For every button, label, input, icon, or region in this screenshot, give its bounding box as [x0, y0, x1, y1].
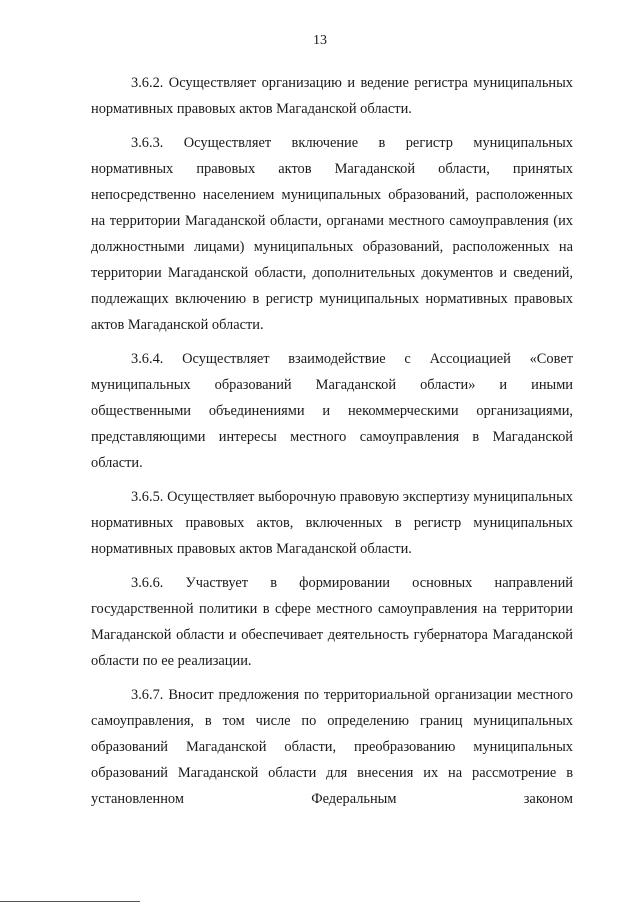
document-body — [91, 70, 573, 820]
page-number: 13 — [313, 33, 327, 48]
paragraph-3-6-7: 3.6.7. Вносит предложения по территориальной организации местного самоуправления, в том числе по определению границ муниципальных образований Магаданской области, преобразованию муниципальных образований Магаданской области для внесения их на рассмотрение в установленном Федеральным законом — [91, 687, 573, 807]
paragraph-3-6-3: 3.6.3. Осуществляет включение в регистр муниципальных нормативных правовых актов Магаданской области, принятых непосредственно населением муниципальных образований, расположенных на территории Магаданской области, органами местного самоуправления (их должностными лицами) муниципальных образований, расположенных на территории Магаданской области, дополнительных документов и сведений, подлежащих включению в регистр муниципальных нормативных правовых актов Магаданской области. — [91, 135, 573, 333]
paragraph-3-6-5: 3.6.5. Осуществляет выборочную правовую экспертизу муниципальных нормативных правовых актов, включенных в регистр муниципальных нормативных правовых актов Магаданской области. — [91, 489, 573, 557]
paragraph-3-6-4: 3.6.4. Осуществляет взаимодействие с Ассоциацией «Совет муниципальных образований Магаданской области» и иными общественными объединениями и некоммерческими организациями, представляющими интересы местного самоуправления в Магаданской области. — [91, 351, 573, 471]
paragraph-3-6-6: 3.6.6. Участвует в формировании основных направлений государственной политики в сфере местного самоуправления на территории Магаданской области и обеспечивает деятельность губернатора Магаданской области по ее реализации. — [91, 575, 573, 669]
paragraph-3-6-2: 3.6.2. Осуществляет организацию и ведение регистра муниципальных нормативных правовых актов Магаданской области. — [91, 75, 573, 117]
footnote-divider — [0, 901, 140, 902]
